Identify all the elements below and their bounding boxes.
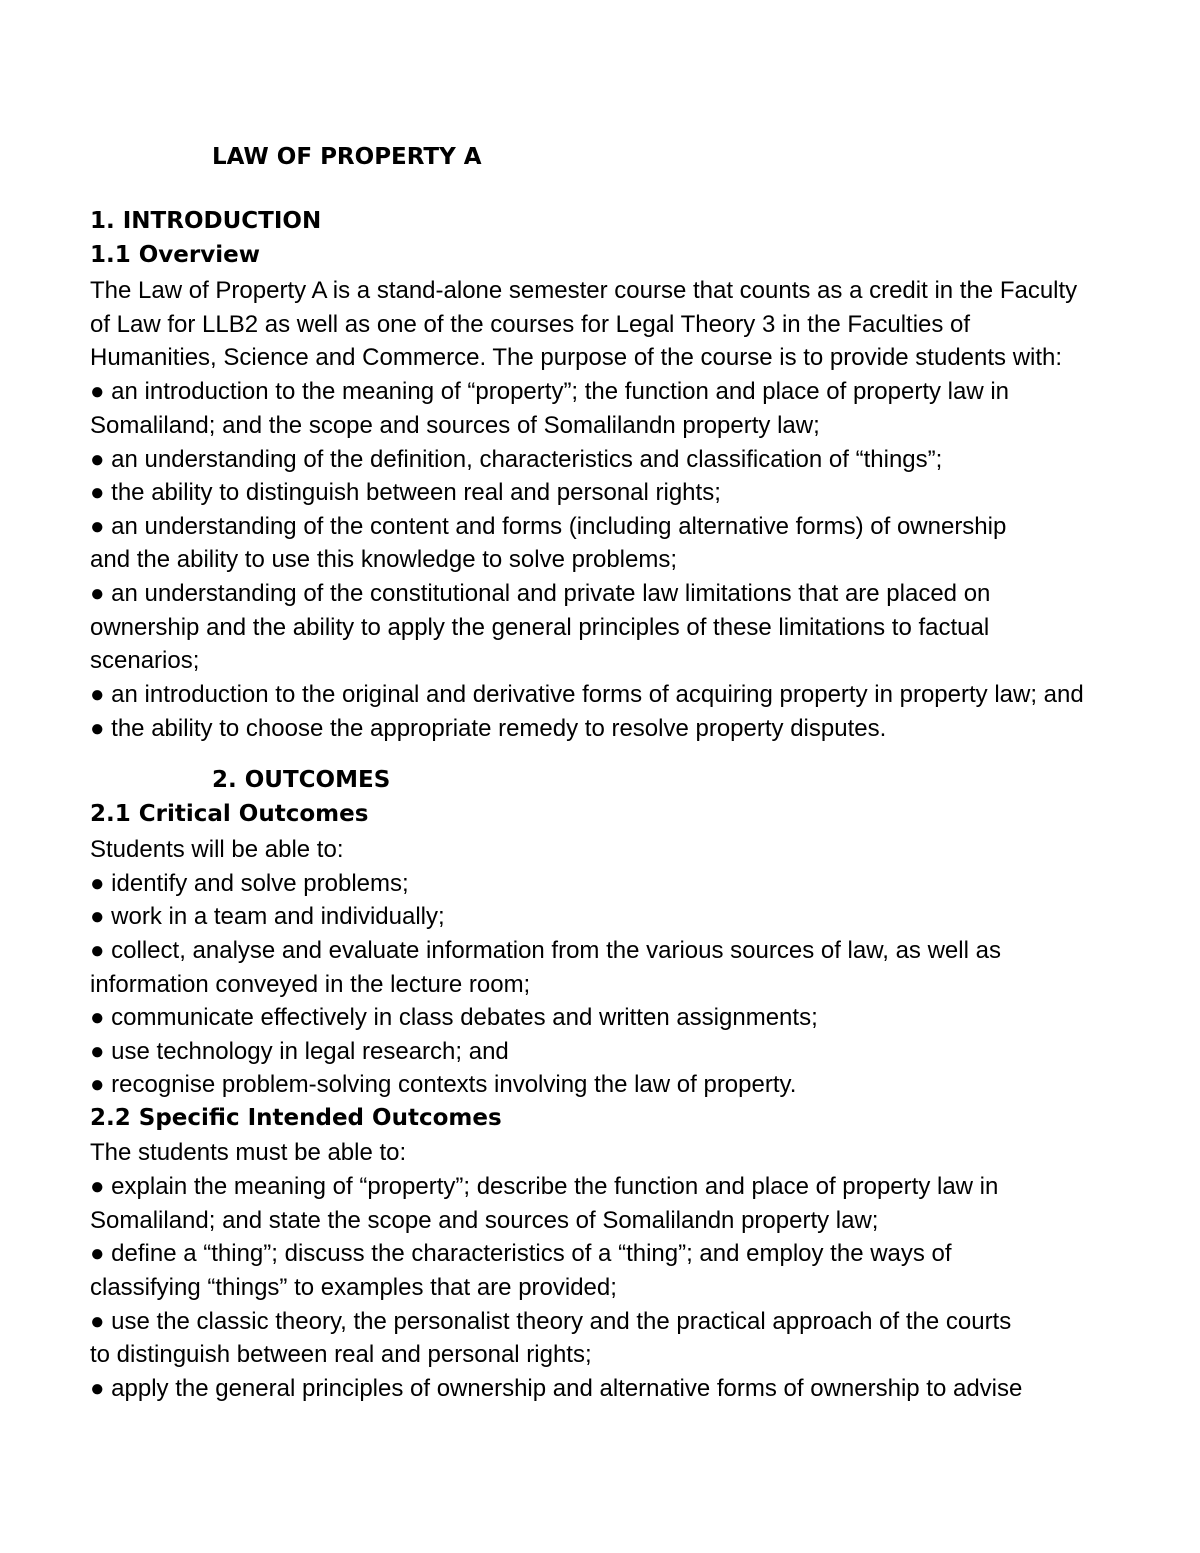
document-title: LAW OF PROPERTY A	[212, 144, 482, 170]
section-heading-introduction: 1. INTRODUCTION	[90, 208, 322, 234]
subsection-heading-specific-outcomes: 2.2 Specific Intended Outcomes	[90, 1105, 502, 1131]
critical-bullet: ● recognise problem-solving contexts involving the law of property.	[90, 1071, 797, 1098]
overview-bullet: ● an introduction to the original and derivative forms of acquiring property in property law; and	[90, 681, 1084, 708]
overview-line: of Law for LLB2 as well as one of the courses for Legal Theory 3 in the Faculties of	[90, 311, 971, 338]
specific-bullet: ● use the classic theory, the personalist theory and the practical approach of the courts	[90, 1308, 1012, 1335]
critical-bullet: ● use technology in legal research; and	[90, 1038, 509, 1065]
specific-bullet: ● define a “thing”; discuss the characteristics of a “thing”; and employ the ways of	[90, 1240, 952, 1267]
subsection-heading-overview: 1.1 Overview	[90, 242, 260, 268]
critical-bullet: ● work in a team and individually;	[90, 903, 445, 930]
critical-bullet: ● collect, analyse and evaluate information from the various sources of law, as well as	[90, 937, 1001, 964]
section-heading-outcomes: 2. OUTCOMES	[212, 767, 391, 793]
specific-line: to distinguish between real and personal rights;	[90, 1341, 592, 1368]
overview-line: Somaliland; and the scope and sources of Somalilandn property law;	[90, 412, 820, 439]
overview-line: The Law of Property A is a stand-alone semester course that counts as a credit in the Faculty	[90, 277, 1078, 304]
critical-bullet: ● communicate effectively in class debates and written assignments;	[90, 1004, 818, 1031]
specific-line: The students must be able to:	[90, 1139, 407, 1166]
specific-line: Somaliland; and state the scope and sources of Somalilandn property law;	[90, 1207, 879, 1234]
critical-line: Students will be able to:	[90, 836, 344, 863]
overview-bullet: ● the ability to distinguish between real and personal rights;	[90, 479, 721, 506]
overview-line: scenarios;	[90, 647, 200, 674]
overview-bullet: ● the ability to choose the appropriate remedy to resolve property disputes.	[90, 715, 887, 742]
overview-line: Humanities, Science and Commerce. The purpose of the course is to provide students with:	[90, 344, 1063, 371]
overview-line: and the ability to use this knowledge to solve problems;	[90, 546, 678, 573]
specific-bullet: ● explain the meaning of “property”; describe the function and place of property law in	[90, 1173, 999, 1200]
overview-line: ownership and the ability to apply the general principles of these limitations to factual	[90, 614, 990, 641]
critical-bullet: ● identify and solve problems;	[90, 870, 409, 897]
critical-line: information conveyed in the lecture room;	[90, 971, 531, 998]
overview-bullet: ● an understanding of the content and forms (including alternative forms) of ownership	[90, 513, 1007, 540]
overview-bullet: ● an introduction to the meaning of “property”; the function and place of property law in	[90, 378, 1010, 405]
specific-line: classifying “things” to examples that are provided;	[90, 1274, 617, 1301]
overview-bullet: ● an understanding of the constitutional and private law limitations that are placed on	[90, 580, 991, 607]
overview-bullet: ● an understanding of the definition, characteristics and classification of “things”;	[90, 446, 943, 473]
subsection-heading-critical-outcomes: 2.1 Critical Outcomes	[90, 801, 369, 827]
specific-bullet: ● apply the general principles of ownership and alternative forms of ownership to advise	[90, 1375, 1023, 1402]
